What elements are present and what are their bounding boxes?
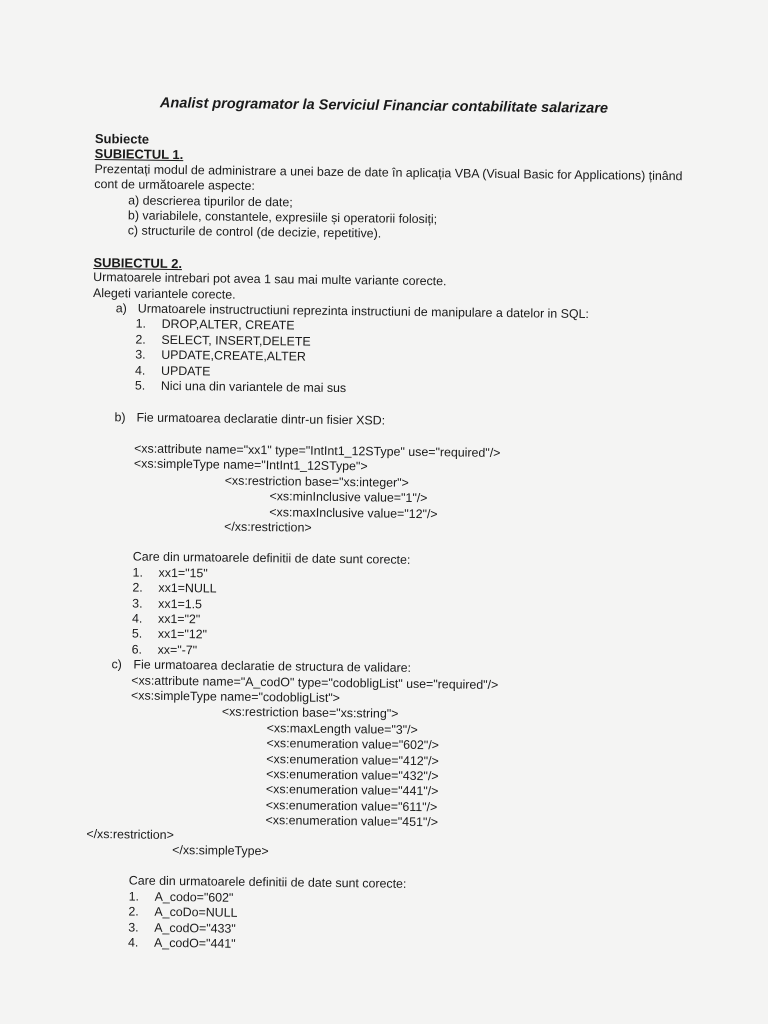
code-line: <xs:enumeration value="611"/> (265, 797, 438, 815)
list-item: 2. A_coDo=NULL (128, 904, 238, 921)
question-prompt: Care din urmatoarele definitii de date sunt corecte: (132, 549, 411, 568)
question-text: Fie urmatoarea declaratie dintr-un fisier XSD: (136, 410, 386, 428)
subject-2-intro: Urmatoarele intrebari pot avea 1 sau mai multe variante corecte. (93, 270, 447, 289)
subjects-heading: Subiecte (94, 131, 150, 147)
code-line: <xs:maxLength value="3"/> (266, 720, 418, 737)
subject-1-item: a) descrierea tipurilor de date; (128, 193, 293, 210)
question-letter: b) (114, 409, 126, 424)
list-item: 4. UPDATE (134, 363, 211, 379)
list-item: 6. xx="-7" (131, 642, 198, 658)
code-line: <xs:simpleType name="codobligList"> (131, 688, 341, 706)
xsd-code-block (90, 441, 691, 541)
subject-1-item: b) variabilele, constantele, expresiile și operatorii folosiți; (127, 208, 438, 227)
document-title: Analist programator la Serviciul Financiar contabilitate salarizare (159, 95, 609, 117)
question-text: Fie urmatoarea declaratie de structura de validare: (133, 657, 412, 676)
code-line: </xs:simpleType> (172, 843, 269, 859)
list-item: 2. SELECT, INSERT,DELETE (135, 332, 311, 349)
code-line: <xs:enumeration value="451"/> (265, 813, 439, 830)
subject-2-label: SUBIECTUL 2. (93, 254, 183, 271)
code-line: <xs:attribute name="A_codO" type="codobligList" use="required"/> (131, 673, 499, 692)
subject-1-label: SUBIECTUL 1. (94, 146, 184, 163)
list-item: 1. DROP,ALTER, CREATE (135, 316, 295, 333)
document-body (85, 131, 695, 958)
list-item: 3. A_codO="433" (128, 920, 236, 936)
code-line: <xs:enumeration value="602"/> (266, 736, 440, 753)
question-b-options (89, 565, 690, 665)
code-line: <xs:attribute name="xx1" type="IntInt1_12SType" use="required"/> (134, 441, 501, 460)
question-letter: a) (115, 301, 127, 316)
question-letter: c) (111, 657, 122, 672)
question-a-options (92, 316, 693, 400)
list-item: 5. xx1="12" (131, 626, 208, 642)
code-line: </xs:restriction> (86, 826, 174, 842)
code-line: <xs:enumeration value="441"/> (265, 782, 439, 799)
list-item: 4. A_codO="441" (128, 935, 236, 951)
code-line: <xs:maxInclusive value="12"/> (269, 504, 438, 521)
list-item: 5. Nici una din variantele de mai sus (134, 378, 347, 396)
subject-2-intro: Alegeti variantele corecte. (92, 285, 236, 302)
question-prompt: Care din urmatoarele definitii de date sunt corecte: (128, 873, 407, 892)
code-line: </xs:restriction> (224, 519, 312, 535)
code-line: <xs:restriction base="xs:integer"> (224, 473, 409, 490)
question-c-options (85, 889, 686, 958)
list-item: 3. UPDATE,CREATE,ALTER (135, 347, 306, 364)
subject-1-item: c) structurile de control (de decizie, repetitive). (127, 223, 382, 241)
subject-1-intro: Prezentați modul de administrare a unei baze de date în aplicația VBA (Visual Basic for Applications) ținând cont de următoarele aspecte: (94, 161, 683, 194)
code-line: <xs:enumeration value="432"/> (266, 767, 439, 784)
code-line: <xs:restriction base="xs:string"> (221, 705, 399, 722)
xsd-code-block (86, 673, 688, 865)
question-text: Urmatoarele instructructiuni reprezinta instructiuni de manipulare a datelor in SQL: (137, 301, 589, 322)
code-line: <xs:simpleType name="IntInt1_12SType"> (133, 456, 368, 474)
list-item: 4. xx1="2" (131, 611, 201, 627)
list-item: 1. A_codo="602" (128, 889, 234, 905)
list-item: 3. xx1=1.5 (132, 596, 203, 611)
code-line: <xs:enumeration value="412"/> (266, 751, 439, 768)
list-item: 1. xx1="15" (132, 565, 208, 581)
list-item: 2. xx1=NULL (132, 580, 217, 596)
code-line: <xs:minInclusive value="1"/> (269, 489, 428, 506)
